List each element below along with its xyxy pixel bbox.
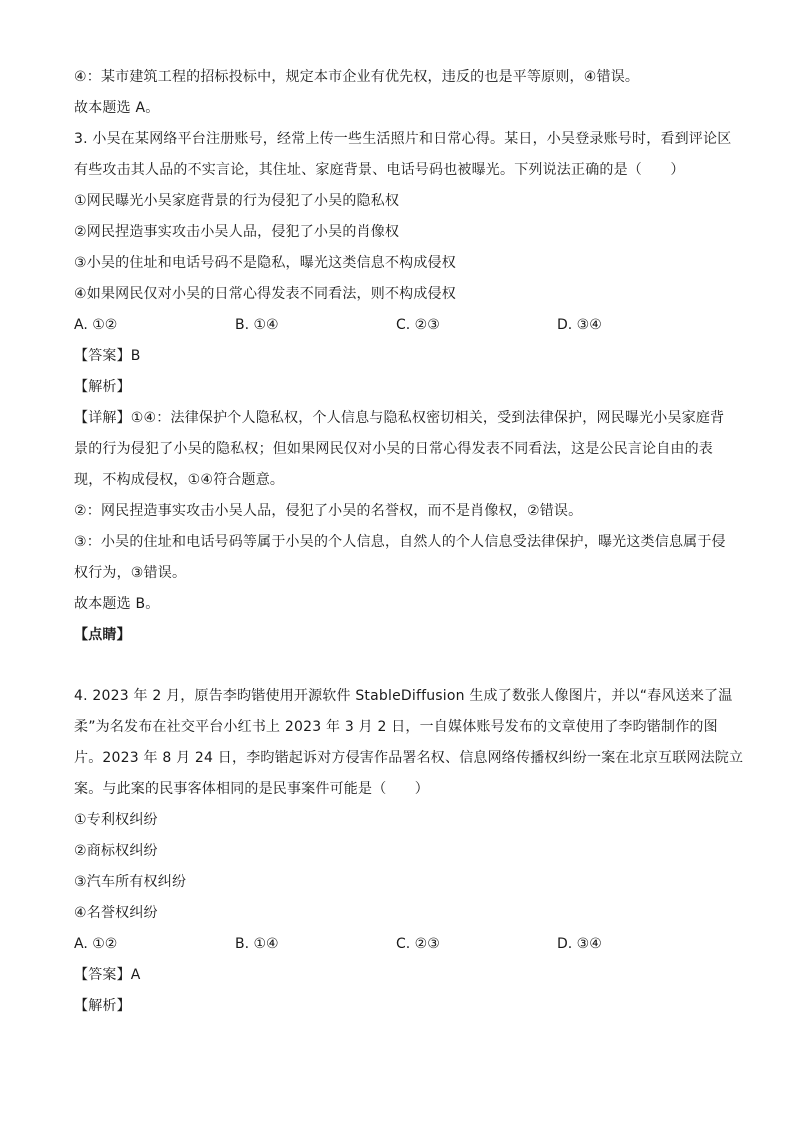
q3-answer: 【答案】B xyxy=(74,348,141,364)
q4-option-a: A. ①② xyxy=(74,936,118,952)
q3-stem-line-1: 3. 小吴在某网络平台注册账号，经常上传一些生活照片和日常心得。某日，小吴登录账号时，看到评论区 xyxy=(74,131,732,147)
q3-option-a: A. ①② xyxy=(74,317,118,333)
q4-stem-line-2: 柔”为名发布在社交平台小红书上 2023 年 3 月 2 日，一自媒体账号发布的文章使用了李昀锴制作的图 xyxy=(74,719,718,735)
q3-statement-3: ③小吴的住址和电话号码不是隐私，曝光这类信息不构成侵权 xyxy=(74,255,456,271)
q3-detail-line-5: ③：小吴的住址和电话号码等属于小吴的个人信息，自然人的个人信息受法律保护，曝光这类信息属于侵 xyxy=(74,534,726,550)
q3-stem-line-2: 有些攻击其人品的不实言论，其住址、家庭背景、电话号码也被曝光。下列说法正确的是（ ） xyxy=(74,162,685,178)
prev-conclusion: 故本题选 A。 xyxy=(74,100,160,116)
q3-options xyxy=(74,310,728,341)
q3-detail-line-6: 权行为，③错误。 xyxy=(74,565,187,581)
q4-stem-line-3: 片。2023 年 8 月 24 日，李昀锴起诉对方侵害作品署名权、信息网络传播权纠纷一案在北京互联网法院立 xyxy=(74,750,744,766)
q3-option-d: D. ③④ xyxy=(557,317,602,333)
q4-analysis-label: 【解析】 xyxy=(74,998,131,1014)
q3-statement-4: ④如果网民仅对小吴的日常心得发表不同看法，则不构成侵权 xyxy=(74,286,456,302)
q3-comment-label: 【点睛】 xyxy=(74,627,131,643)
q3-detail-line-4: ②：网民捏造事实攻击小吴人品，侵犯了小吴的名誉权，而不是肖像权，②错误。 xyxy=(74,503,583,519)
q4-option-c: C. ②③ xyxy=(396,936,440,952)
q4-statement-1: ①专利权纠纷 xyxy=(74,812,158,828)
q4-answer: 【答案】A xyxy=(74,967,141,983)
q4-stem-line-1: 4. 2023 年 2 月，原告李昀锴使用开源软件 StableDiffusion 生成了数张人像图片，并以“春风送来了温 xyxy=(74,688,733,704)
q4-statement-2: ②商标权纠纷 xyxy=(74,843,158,859)
spacer xyxy=(74,651,728,681)
q4-option-d: D. ③④ xyxy=(557,936,602,952)
q3-analysis-label: 【解析】 xyxy=(74,379,131,395)
q3-detail-line-3: 现，不构成侵权，①④符合题意。 xyxy=(74,472,285,488)
q3-option-b: B. ①④ xyxy=(235,317,279,333)
q3-option-c: C. ②③ xyxy=(396,317,440,333)
q4-stem-line-4: 案。与此案的民事客体相同的是民事案件可能是（ ） xyxy=(74,781,429,797)
q4-options xyxy=(74,929,728,960)
q4-statement-4: ④名誉权纠纷 xyxy=(74,905,158,921)
q3-detail-line-2: 景的行为侵犯了小吴的隐私权；但如果网民仅对小吴的日常心得发表不同看法，这是公民言论自由的表 xyxy=(74,441,713,457)
q3-conclusion: 故本题选 B。 xyxy=(74,596,160,612)
prev-analysis-line: ④：某市建筑工程的招标投标中，规定本市企业有优先权，违反的也是平等原则，④错误。 xyxy=(74,69,640,85)
document-page xyxy=(74,62,744,1022)
q3-statement-1: ①网民曝光小吴家庭背景的行为侵犯了小吴的隐私权 xyxy=(74,193,400,209)
q3-statement-2: ②网民捏造事实攻击小吴人品，侵犯了小吴的肖像权 xyxy=(74,224,400,240)
q3-detail-line-1: 【详解】①④：法律保护个人隐私权，个人信息与隐私权密切相关，受到法律保护，网民曝光小吴家庭背 xyxy=(74,410,725,426)
q4-option-b: B. ①④ xyxy=(235,936,279,952)
q4-statement-3: ③汽车所有权纠纷 xyxy=(74,874,187,890)
